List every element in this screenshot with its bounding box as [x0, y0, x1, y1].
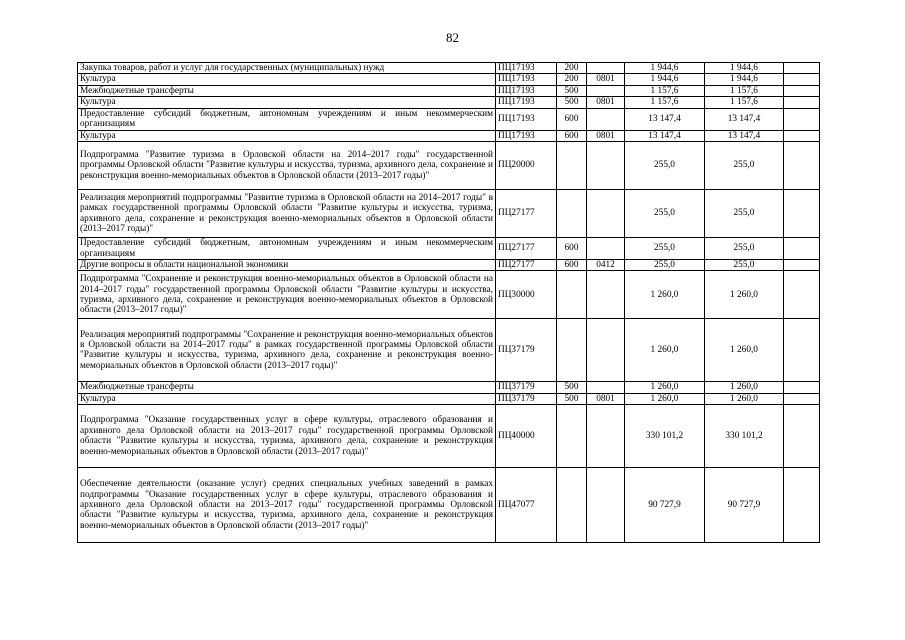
row-rzpr: [587, 85, 625, 96]
row-extra: [784, 271, 820, 319]
table-row: [78, 393, 820, 404]
row-sum-1: 1 260,0: [625, 393, 705, 404]
row-code: ПЦ17193: [496, 130, 557, 141]
row-name: Культура: [78, 97, 496, 108]
row-rzpr: [587, 271, 625, 319]
row-code: ПЦ27177: [496, 190, 557, 238]
row-code: ПЦ27177: [496, 238, 557, 260]
row-name: Другие вопросы в области национальной экономики: [78, 260, 496, 271]
row-name: Культура: [78, 74, 496, 85]
row-extra: [784, 260, 820, 271]
row-name: Культура: [78, 130, 496, 141]
table-row: [78, 108, 820, 130]
row-sum-1: 255,0: [625, 238, 705, 260]
row-rzpr: 0801: [587, 393, 625, 404]
row-name: Подпрограмма "Сохранение и реконструкция военно-мемориальных объектов в Орловской области на 2014–2017 годы" государственной программы Орловской области "Развитие культуры и искусства, туризма, архивного дела, сохранение и реконструкция военно-мемориальных объектов в Орловской области (2013–2017 годы)": [78, 271, 496, 319]
row-extra: [784, 238, 820, 260]
row-name: Предоставление субсидий бюджетным, автономным учреждениям и иным некоммерческим организациям: [78, 108, 496, 130]
row-rzpr: [587, 468, 625, 543]
row-code: ПЦ17193: [496, 97, 557, 108]
row-rzpr: 0801: [587, 130, 625, 141]
row-rzpr: [587, 238, 625, 260]
table-row: [78, 130, 820, 141]
row-name: Обеспечение деятельности (оказание услуг) средних специальных учебных заведений в рамках подпрограммы "Оказание государственных услуг в сфере культуры, отраслевого образования и архивного дела Орловской области на 2013–2017 годы" государственной программы Орловской области "Развитие культуры и искусства, туризма, архивного дела, сохранение и реконструкция военно-мемориальных объектов в Орловской области (2013–2017 годы)": [78, 468, 496, 543]
row-sum-2: 1 157,6: [705, 85, 784, 96]
table-row: [78, 319, 820, 382]
row-extra: [784, 142, 820, 190]
row-code: ПЦ37179: [496, 382, 557, 393]
table-row: [78, 97, 820, 108]
row-name: Подпрограмма "Оказание государственных услуг в сфере культуры, отраслевого образования и архивного дела Орловской области на 2013–2017 годы" государственной программы Орловской области "Развитие культуры и искусства, туризма, архивного дела, сохранение и реконструкция военно-мемориальных объектов в Орловской области (2013–2017 годы)": [78, 405, 496, 468]
table-row: [78, 468, 820, 543]
row-sum-2: 1 260,0: [705, 271, 784, 319]
row-name: Реализация мероприятий подпрограммы "Развитие туризма в Орловской области на 2014–2017 годы" в рамках государственной программы Орловской области "Развитие культуры и искусства, туризма, архивного дела, сохранение и реконструкция военно-мемориальных объектов в Орловской области (2013–2017 годы)": [78, 190, 496, 238]
row-rzpr: [587, 405, 625, 468]
row-rzpr: [587, 142, 625, 190]
row-sum-1: 255,0: [625, 190, 705, 238]
table-row: [78, 74, 820, 85]
row-rzpr: [587, 108, 625, 130]
row-extra: [784, 468, 820, 543]
row-sum-2: 1 944,6: [705, 63, 784, 74]
row-sum-1: 13 147,4: [625, 130, 705, 141]
row-extra: [784, 319, 820, 382]
row-code: ПЦ37179: [496, 319, 557, 382]
row-sum-2: 255,0: [705, 190, 784, 238]
row-name: Предоставление субсидий бюджетным, автономным учреждениям и иным некоммерческим организациям: [78, 238, 496, 260]
table-row: [78, 405, 820, 468]
page-number: 82: [446, 30, 459, 45]
row-name: Подпрограмма "Развитие туризма в Орловской области на 2014–2017 годы" государственной программы Орловской области "Развитие культуры и искусства, туризма, архивного дела, сохранение и реконструкция военно-мемориальных объектов в Орловской области (2013–2017 годы)": [78, 142, 496, 190]
row-rzpr: 0801: [587, 97, 625, 108]
row-code: ПЦ20000: [496, 142, 557, 190]
row-sum-1: 1 260,0: [625, 271, 705, 319]
row-extra: [784, 97, 820, 108]
row-sum-2: 90 727,9: [705, 468, 784, 543]
row-extra: [784, 130, 820, 141]
row-sum-2: 1 157,6: [705, 97, 784, 108]
row-extra: [784, 382, 820, 393]
budget-table: [77, 62, 820, 543]
row-sum-2: 1 944,6: [705, 74, 784, 85]
row-sum-2: 1 260,0: [705, 382, 784, 393]
row-code: ПЦ27177: [496, 260, 557, 271]
row-sum-1: 90 727,9: [625, 468, 705, 543]
row-vr: 600: [557, 238, 587, 260]
row-extra: [784, 85, 820, 96]
row-sum-2: 13 147,4: [705, 130, 784, 141]
row-vr: [557, 271, 587, 319]
row-sum-1: 255,0: [625, 260, 705, 271]
row-code: ПЦ17193: [496, 108, 557, 130]
row-vr: [557, 142, 587, 190]
row-rzpr: [587, 190, 625, 238]
row-sum-2: 255,0: [705, 260, 784, 271]
row-sum-1: 1 944,6: [625, 63, 705, 74]
row-sum-1: 1 157,6: [625, 97, 705, 108]
row-name: Культура: [78, 393, 496, 404]
row-vr: 500: [557, 382, 587, 393]
row-vr: [557, 319, 587, 382]
row-extra: [784, 63, 820, 74]
row-rzpr: 0801: [587, 74, 625, 85]
table-row: [78, 85, 820, 96]
row-extra: [784, 74, 820, 85]
row-code: ПЦ30000: [496, 271, 557, 319]
table-row: [78, 63, 820, 74]
row-name: Межбюджетные трансферты: [78, 382, 496, 393]
row-sum-2: 13 147,4: [705, 108, 784, 130]
table-row: [78, 271, 820, 319]
row-rzpr: 0412: [587, 260, 625, 271]
row-rzpr: [587, 63, 625, 74]
row-extra: [784, 405, 820, 468]
row-sum-1: 1 157,6: [625, 85, 705, 96]
table-body: [78, 63, 820, 543]
row-sum-1: 13 147,4: [625, 108, 705, 130]
row-name: Закупка товаров, работ и услуг для государственных (муниципальных) нужд: [78, 63, 496, 74]
row-vr: [557, 190, 587, 238]
row-code: ПЦ17193: [496, 63, 557, 74]
row-code: ПЦ37179: [496, 393, 557, 404]
row-sum-2: 255,0: [705, 238, 784, 260]
row-code: ПЦ17193: [496, 85, 557, 96]
row-vr: 500: [557, 97, 587, 108]
row-vr: [557, 468, 587, 543]
row-rzpr: [587, 319, 625, 382]
table-row: [78, 382, 820, 393]
row-code: ПЦ47077: [496, 468, 557, 543]
row-name: Реализация мероприятий подпрограммы "Сохранение и реконструкция военно-мемориальных объектов в Орловской области на 2014–2017 годы" в рамках государственной программы Орловской области "Развитие культуры и искусства, туризма, архивного дела, сохранение и реконструкция военно-мемориальных объектов в Орловской области (2013–2017 годы)": [78, 319, 496, 382]
row-vr: 200: [557, 74, 587, 85]
row-code: ПЦ17193: [496, 74, 557, 85]
table-row: [78, 142, 820, 190]
row-sum-1: 1 944,6: [625, 74, 705, 85]
table-row: [78, 260, 820, 271]
row-vr: 200: [557, 63, 587, 74]
row-rzpr: [587, 382, 625, 393]
row-vr: 600: [557, 260, 587, 271]
row-sum-2: 330 101,2: [705, 405, 784, 468]
row-sum-1: 1 260,0: [625, 319, 705, 382]
row-sum-1: 330 101,2: [625, 405, 705, 468]
row-extra: [784, 190, 820, 238]
row-extra: [784, 393, 820, 404]
row-sum-1: 1 260,0: [625, 382, 705, 393]
row-extra: [784, 108, 820, 130]
row-sum-2: 255,0: [705, 142, 784, 190]
table-row: [78, 238, 820, 260]
row-code: ПЦ40000: [496, 405, 557, 468]
row-sum-1: 255,0: [625, 142, 705, 190]
row-vr: 600: [557, 108, 587, 130]
row-vr: 500: [557, 85, 587, 96]
row-name: Межбюджетные трансферты: [78, 85, 496, 96]
row-vr: 600: [557, 130, 587, 141]
table-row: [78, 190, 820, 238]
row-sum-2: 1 260,0: [705, 319, 784, 382]
row-sum-2: 1 260,0: [705, 393, 784, 404]
row-vr: [557, 405, 587, 468]
row-vr: 500: [557, 393, 587, 404]
